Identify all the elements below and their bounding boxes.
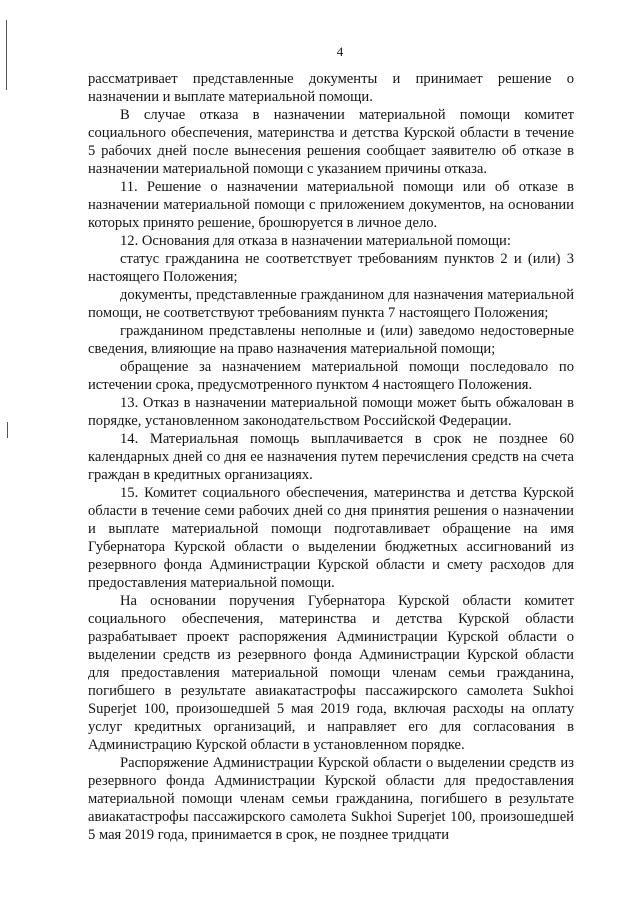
paragraph-administration-order: Распоряжение Администрации Курской области о выделении средств из резервного фонда Администрации Курской области для предоставления материальной помощи членам семьи гражданина, погибшего в результате авиакатастрофы пассажирского самолета Sukhoi Superjet 100, произошедшей 5 мая 2019 года, принимается в срок, не позднее тридцати bbox=[88, 755, 574, 843]
paragraph-item-12: 12. Основания для отказа в назначении материальной помощи: bbox=[120, 233, 511, 249]
paragraph-ground-incomplete: гражданином представлены неполные и (или) заведомо недостоверные сведения, влияющие на право назначения материальной помощи; bbox=[88, 323, 574, 357]
paragraph-ground-deadline: обращение за назначением материальной помощи последовало по истечении срока, предусмотренного пунктом 4 настоящего Положения. bbox=[88, 359, 574, 393]
paragraph-item-13: 13. Отказ в назначении материальной помощи может быть обжалован в порядке, установленном законодательством Российской Федерации. bbox=[88, 395, 574, 429]
paragraph-continuation: рассматривает представленные документы и принимает решение о назначении и выплате материальной помощи. bbox=[88, 71, 574, 105]
paragraph-item-15: 15. Комитет социального обеспечения, материнства и детства Курской области в течение семи рабочих дней со дня принятия решения о назначении и выплате материальной помощи подготавливает обращение на имя Губернатора Курской области о выделении бюджетных ассигнований из резервного фонда Администрации Курской области и смету расходов для предоставления материальной помощи. bbox=[88, 485, 574, 591]
left-margin-mark bbox=[7, 422, 8, 438]
paragraph-item-14: 14. Материальная помощь выплачивается в срок не позднее 60 календарных дней со дня ее назначения путем перечисления средств на счета граждан в кредитных организациях. bbox=[88, 431, 574, 483]
paragraph-ground-documents: документы, представленные гражданином для назначения материальной помощи, не соответствуют требованиям пункта 7 настоящего Положения; bbox=[88, 287, 574, 321]
page-number: 4 bbox=[336, 44, 344, 59]
paragraph-governor-order: На основании поручения Губернатора Курской области комитет социального обеспечения, материнства и детства Курской области разрабатывает проект распоряжения Администрации Курской области о выделении средств из резервного фонда Администрации Курской области для предоставления материальной помощи членам семьи гражданина, погибшего в результате авиакатастрофы пассажирского самолета Sukhoi Superjet 100, произошедшей 5 мая 2019 года, включая расходы на оплату услуг кредитных организаций, и направляет его для согласования в Администрацию Курской области в установленном порядке. bbox=[88, 593, 574, 753]
document-body bbox=[88, 70, 574, 844]
paragraph-ground-status: статус гражданина не соответствует требованиям пунктов 2 и (или) 3 настоящего Положения; bbox=[88, 251, 574, 285]
paragraph-item-11: 11. Решение о назначении материальной помощи или об отказе в назначении материальной помощи с приложением документов, на основании которых принято решение, брошюруется в личное дело. bbox=[88, 179, 574, 231]
paragraph-refusal-notice: В случае отказа в назначении материальной помощи комитет социального обеспечения, материнства и детства Курской области в течение 5 рабочих дней после вынесения решения сообщает заявителю об отказе в назначении материальной помощи с указанием причины отказа. bbox=[88, 107, 574, 177]
